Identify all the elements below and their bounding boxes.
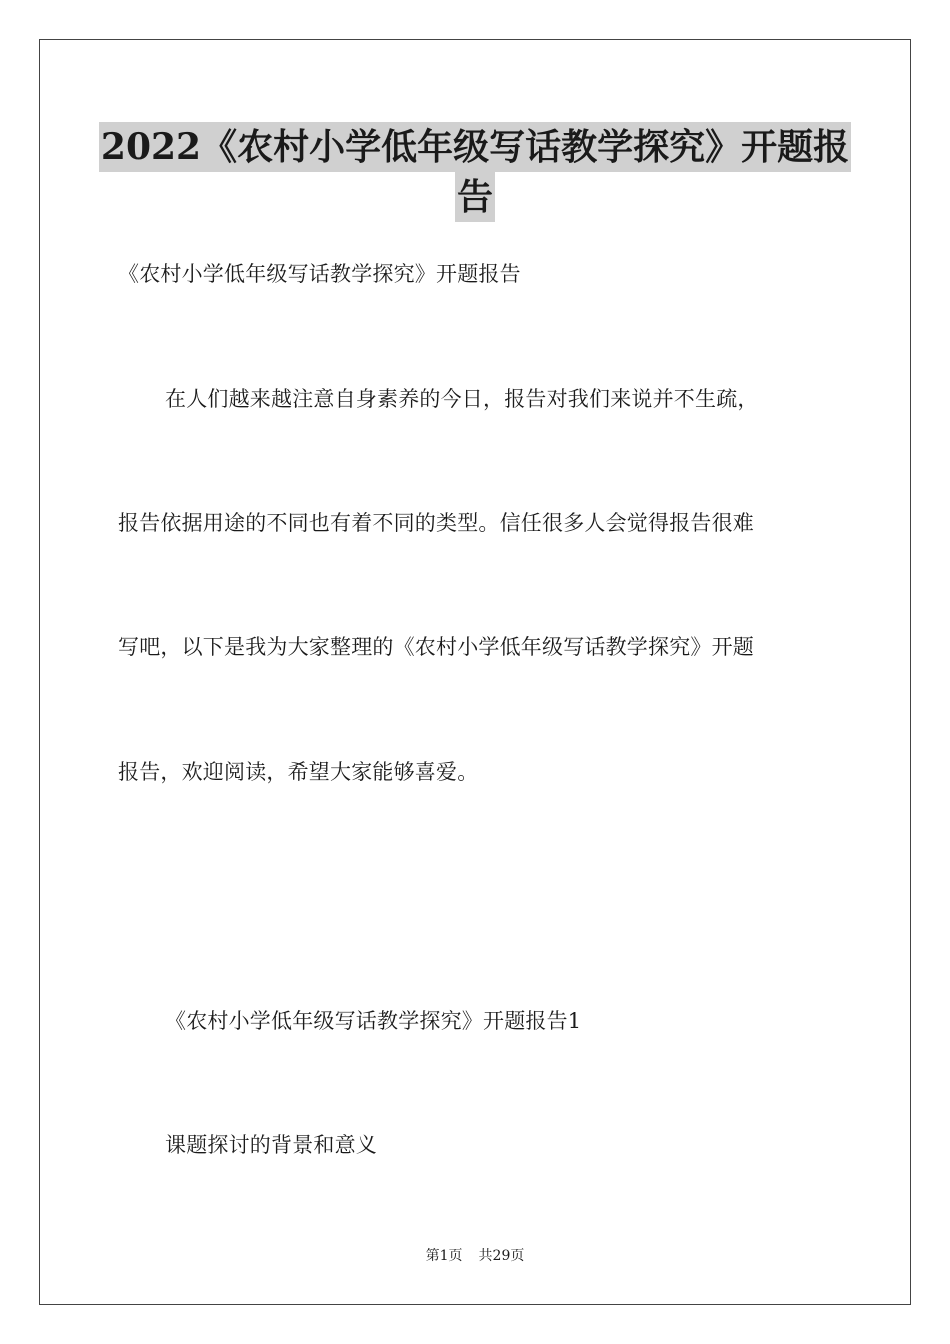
- document-subtitle: 《农村小学低年级写话教学探究》开题报告: [118, 262, 521, 286]
- title-line-2: 告: [455, 172, 495, 222]
- section-title: 《农村小学低年级写话教学探究》开题报告1: [165, 1009, 582, 1033]
- page-border: [39, 39, 911, 1305]
- page-footer: [0, 1246, 950, 1266]
- intro-line-2: 报告依据用途的不同也有着不同的类型。信任很多人会觉得报告很难: [118, 511, 754, 535]
- intro-line-1: 在人们越来越注意自身素养的今日，报告对我们来说并不生疏，: [165, 387, 759, 411]
- intro-line-4: 报告，欢迎阅读，希望大家能够喜爱。: [118, 760, 479, 784]
- section-heading: 课题探讨的背景和意义: [165, 1133, 377, 1157]
- document-title: [80, 122, 870, 222]
- page-number: 第1页: [425, 1248, 463, 1264]
- page-total: 共29页: [478, 1248, 525, 1264]
- title-line-1: 2022《农村小学低年级写话教学探究》开题报: [99, 122, 851, 172]
- intro-line-3: 写吧，以下是我为大家整理的《农村小学低年级写话教学探究》开题: [118, 635, 754, 659]
